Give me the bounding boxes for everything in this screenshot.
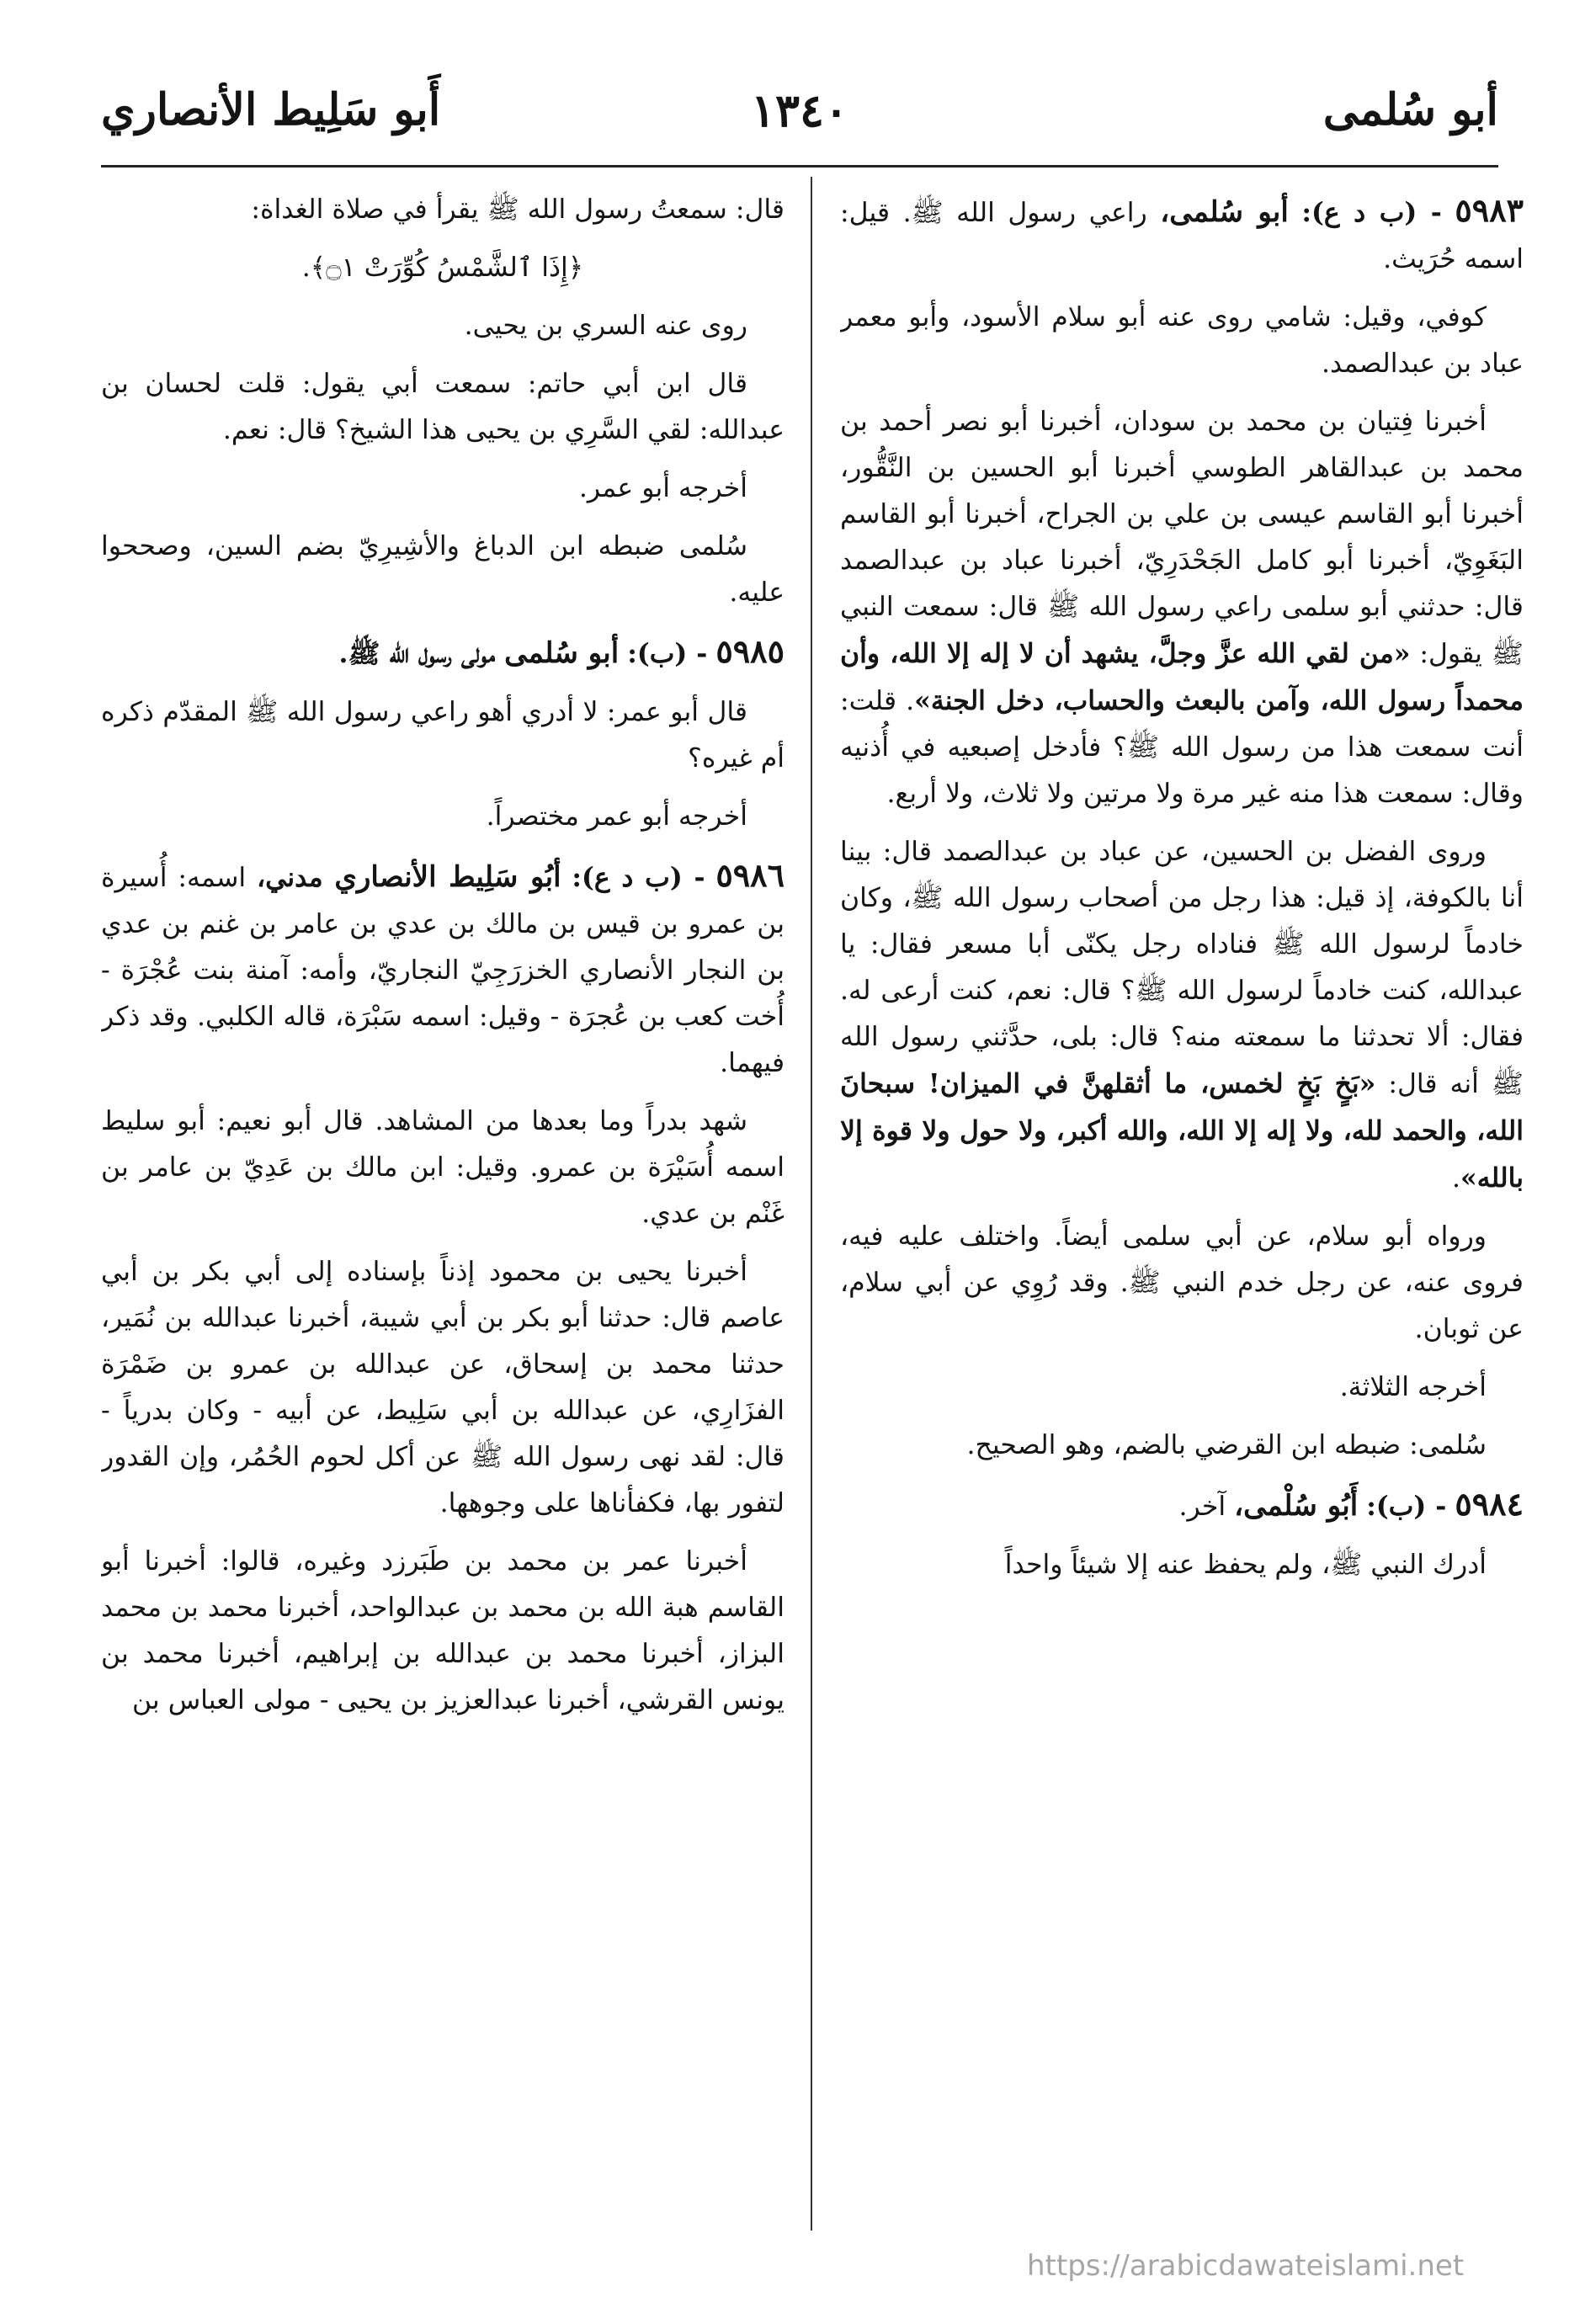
paragraph: أخبرنا يحيى بن محمود إذناً بإسناده إلى أبي بكر بن أبي عاصم قال: حدثنا أبو بكر بن أبي شيبة، أخبرنا عبدالله بن نُمَير، حدثنا محمد بن إسحاق، عن عبدالله بن عمرو بن ضَمْرَة الفزَارِي، عن عبدالله بن أبي سَلِيط، عن أبيه - وكان بدرياً - قال: لقد نهى رسول الله ﷺ عن أكل لحوم الحُمُر، وإن القدور لتفور بها، فكفأناها على وجوهها. [101, 1257, 785, 1518]
entry-5986 [101, 852, 785, 1087]
header-rule [101, 165, 1498, 168]
paragraph: قال ابن أبي حاتم: سمعت أبي يقول: قلت لحسان بن عبدالله: لقي السَّرِي بن يحيى هذا الشيخ؟ قال: نعم. [101, 369, 785, 445]
entry-number: ٥٩٨٥ [715, 632, 785, 670]
entry-name: أبو سُلمى، [1160, 195, 1289, 229]
paragraph: أخرجه الثلاثة. [1339, 1372, 1487, 1402]
paragraph-continuation: . قلت: أنت سمعت هذا من رسول الله ﷺ؟ فأدخل إصبعيه في أُذنيه وقال: سمعت هذا منه غير مرة ولا مرتين ولا ثلاث، ولا أربع. [840, 686, 1524, 809]
entry-5985 [101, 628, 785, 678]
entry-5983 [840, 187, 1524, 283]
paragraph: كوفي، وقيل: شامي روى عنه أبو سلام الأسود، وأبو معمر عباد بن عبدالصمد. [840, 302, 1524, 379]
entry-source-tags: - (ب): [627, 638, 708, 669]
paragraph: سُلمى ضبطه ابن الدباغ والأشِيرِيّ بضم السين، وصححوا عليه. [101, 531, 785, 608]
paragraph: ورواه أبو سلام، عن أبي سلمى أيضاً. واختلف عليه فيه، فروى عنه، عن رجل خدم النبي ﷺ. وقد رُوِي عن أبي سلام، عن ثوبان. [840, 1221, 1524, 1344]
hadith-paragraph [840, 399, 1524, 817]
page-header [101, 72, 1498, 148]
left-column [101, 187, 785, 2232]
entry-number: ٥٩٨٦ [715, 856, 785, 894]
paragraph-continuation: . [1452, 1163, 1461, 1194]
page-number: ١٣٤٠ [750, 83, 849, 137]
paragraph: أخرجه أبو عمر مختصراً. [486, 801, 747, 832]
paragraph: سُلمى: ضبطه ابن القرضي بالضم، وهو الصحيح. [966, 1430, 1487, 1460]
entry-text: مولى رسول الله ﷺ. [338, 638, 505, 669]
paragraph: أدرك النبي ﷺ، ولم يحفظ عنه إلا شيئاً واحداً [1004, 1550, 1487, 1580]
entry-source-tags: - (ب): [1366, 1491, 1447, 1522]
running-head-left: أَبو سَلِيط الأنصاري [101, 84, 441, 136]
hadith-paragraph [840, 829, 1524, 1202]
entry-text: اسمه: أُسيرة بن عمرو بن قيس بن مالك بن عدي بن عامر بن غنم بن عدي بن النجار الأنصاري الخزرَجِيّ النجاريّ، وأمه: آمنة بنت عُجْرَة - أُخت كعب بن عُجرَة - وقيل: اسمه سَبْرَة، قاله الكلبي. وقد ذكر فيهما. [101, 863, 785, 1078]
quran-verse: ﴿إِذَا ٱلشَّمْسُ كُوِّرَتْ ۝١﴾. [301, 253, 584, 283]
hadith-text: «بَخٍ بَخٍ لخمس، ما أثقلهنَّ في الميزان! سبحانَ الله، والحمد لله، ولا إله إلا الله، والله أكبر، ولا حول ولا قوة إلا بالله» [840, 1068, 1524, 1194]
paragraph: شهد بدراً وما بعدها من المشاهد. قال أبو نعيم: أبو سليط اسمه أُسَيْرَة بن عمرو. وقيل: ابن مالك بن عَدِيّ بن عامر بن غَنْم بن عدي. [101, 1106, 785, 1229]
entry-number: ٥٩٨٣ [1455, 191, 1524, 229]
isnad-text: أخبرنا فِتيان بن محمد بن سودان، أخبرنا أبو نصر أحمد بن محمد بن عبدالقاهر الطوسي أخبرنا أبو الحسين بن النَّقُّور، أخبرنا أبو القاسم عيسى بن علي بن الجراح، أخبرنا أبو القاسم البَغَوِيّ، أخبرنا أبو كامل الجَحْدَرِيّ، أخبرنا عباد بن عبدالصمد قال: حدثني أبو سلمى راعي رسول الله ﷺ قال: سمعت النبي ﷺ يقول: [840, 407, 1524, 669]
watermark-url: https://arabicdawateislami.net [1027, 2249, 1465, 2283]
entry-5984 [840, 1481, 1524, 1530]
right-column [840, 187, 1524, 2232]
paragraph: روى عنه السري بن يحيى. [464, 311, 747, 341]
entry-number: ٥٩٨٤ [1455, 1485, 1524, 1523]
entry-name: أبو سُلمى [504, 636, 620, 670]
entry-name: أبُو سَلِيط الأنصاري [334, 860, 561, 894]
paragraph: قال أبو عمر: لا أدري أهو راعي رسول الله ﷺ المقدّم ذكره أم غيره؟ [101, 697, 785, 774]
hadith-text: «من لقي الله عزَّ وجلَّ، يشهد أن لا إله إلا الله، وأن محمداً رسول الله، وآمن بالبعث والحساب، دخل الجنة» [840, 638, 1524, 716]
paragraph: أخبرنا عمر بن محمد بن طَبَرزد وغيره، قالوا: أخبرنا أبو القاسم هبة الله بن محمد بن عبدالواحد، أخبرنا محمد بن محمد البزاز، أخبرنا محمد بن عبدالله بن إبراهيم، أخبرنا محمد بن يونس القرشي، أخبرنا عبدالعزيز بن يحيى - مولى العباس بن [101, 1546, 785, 1715]
entry-descriptor: مدني، [256, 862, 335, 893]
entry-text: راعي رسول الله ﷺ. قيل: اسمه حُرَيث. [840, 198, 1524, 274]
entry-text: آخر. [1178, 1492, 1235, 1522]
entry-name: أَبُو سُلْمى، [1234, 1489, 1359, 1523]
paragraph: قال: سمعتُ رسول الله ﷺ يقرأ في صلاة الغداة: [251, 194, 785, 225]
paragraph: أخرجه أبو عمر. [578, 473, 747, 503]
isnad-text: وروى الفضل بن الحسين، عن عباد بن عبدالصمد قال: بينا أنا بالكوفة، إذ قيل: هذا رجل من أصحاب رسول الله ﷺ، وكان خادماً لرسول الله ﷺ فناداه رجل يكنّى أبا مسعر فقال: يا عبدالله، كنت خادماً لرسول الله ﷺ؟ قال: نعم، كنت أرعى له. فقال: ألا تحدثنا ما سمعته منه؟ قال: بلى، حدَّثني رسول الله ﷺ أنه قال: [840, 837, 1524, 1099]
running-head-right: أبو سُلمى [1322, 84, 1498, 136]
entry-source-tags: - (ب د ع): [572, 862, 705, 893]
entry-source-tags: - (ب د ع): [1301, 197, 1442, 228]
column-divider [811, 177, 812, 2231]
